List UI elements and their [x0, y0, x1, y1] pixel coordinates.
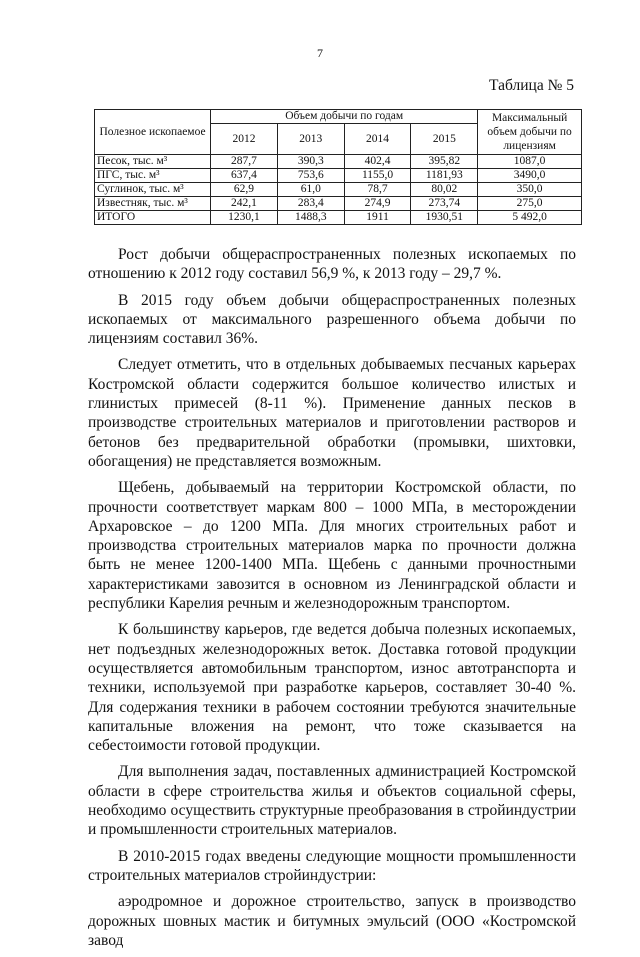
row-value: 1181,93: [411, 169, 478, 183]
header-mineral: Полезное ископаемое: [95, 110, 211, 155]
row-mineral-name: Суглинок, тыс. м³: [95, 183, 211, 197]
production-table: [94, 109, 582, 225]
row-value: 350,0: [478, 183, 582, 197]
row-value: 242,1: [211, 197, 278, 211]
table-title: Таблица № 5: [489, 77, 574, 94]
table-header-row: [95, 110, 582, 124]
row-value: 1930,51: [411, 211, 478, 225]
row-value: 61,0: [277, 183, 344, 197]
row-value: 390,3: [277, 155, 344, 169]
paragraph: Следует отметить, что в отдельных добываемых песчаных карьерах Костромской области содержится большое количество илистых и глинистых примесей (8-11 %). Применение данных песков в производстве строительных материалов и приготовлении растворов и бетонов без предварительной обработки (промывки, шихтовки, обогащения) не представляется возможным.: [88, 356, 576, 470]
row-value: 1230,1: [211, 211, 278, 225]
row-value: 274,9: [344, 197, 411, 211]
row-value: 5 492,0: [478, 211, 582, 225]
paragraph: Щебень, добываемый на территории Костромской области, по прочности соответствует маркам 800 – 1000 МПа, в месторождении Архаровское – до 1200 МПа. Для многих строительных работ и производства строительных материалов марка по прочности должна быть не менее 1200-1400 МПа. Щебень с данными прочностными характеристиками завозится в основном из Ленинградской области и республики Карелия речным и железнодорожным транспортом.: [88, 479, 576, 613]
table-row: [95, 183, 582, 197]
table-row: [95, 155, 582, 169]
header-year: 2014: [344, 124, 411, 155]
paragraph: В 2015 году объем добычи общераспространенных полезных ископаемых от максимального разрешенного объема добычи по лицензиям составил 36%.: [88, 291, 576, 348]
paragraph: К большинству карьеров, где ведется добыча полезных ископаемых, нет подъездных железнодорожных веток. Доставка готовой продукции осуществляется автомобильным транспортом, износ автотранспорта и техники, используемой при разработке карьеров, составляет 30-40 %. Для содержания техники в рабочем состоянии требуются значительные капитальные вложения на ремонт, что тоже сказывается на себестоимости готовой продукции.: [88, 621, 576, 755]
paragraph: аэродромное и дорожное строительство, запуск в производство дорожных шовных мастик и битумных эмульсий (ООО «Костромской завод: [88, 893, 576, 949]
row-value: 78,7: [344, 183, 411, 197]
header-year: 2012: [211, 124, 278, 155]
table-row: [95, 169, 582, 183]
row-value: 283,4: [277, 197, 344, 211]
table-row: [95, 197, 582, 211]
header-year: 2015: [411, 124, 478, 155]
row-value: 1155,0: [344, 169, 411, 183]
header-volume-by-year: Объем добычи по годам: [211, 110, 478, 124]
paragraph: Рост добычи общераспространенных полезных ископаемых по отношению к 2012 году составил 56,9 %, к 2013 году – 29,7 %.: [88, 246, 576, 283]
row-value: 275,0: [478, 197, 582, 211]
row-value: 1911: [344, 211, 411, 225]
row-mineral-name: Песок, тыс. м³: [95, 155, 211, 169]
row-value: 1087,0: [478, 155, 582, 169]
row-value: 80,02: [411, 183, 478, 197]
row-value: 395,82: [411, 155, 478, 169]
header-max-volume: Максимальный объем добычи по лицензиям: [478, 110, 582, 155]
row-mineral-name: ПГС, тыс. м³: [95, 169, 211, 183]
row-value: 62,9: [211, 183, 278, 197]
table-row: [95, 211, 582, 225]
paragraph: В 2010-2015 годах введены следующие мощности промышленности строительных материалов стройиндустрии:: [88, 847, 576, 884]
row-mineral-name: Известняк, тыс. м³: [95, 197, 211, 211]
row-value: 1488,3: [277, 211, 344, 225]
row-value: 753,6: [277, 169, 344, 183]
row-value: 637,4: [211, 169, 278, 183]
row-value: 402,4: [344, 155, 411, 169]
row-value: 3490,0: [478, 169, 582, 183]
row-value: 287,7: [211, 155, 278, 169]
page-number: 7: [317, 46, 323, 60]
header-year: 2013: [277, 124, 344, 155]
paragraph: Для выполнения задач, поставленных администрацией Костромской области в сфере строительства жилья и объектов социальной сферы, необходимо осуществить структурные преобразования в стройиндустрии и промышленности строительных материалов.: [88, 763, 576, 839]
row-value: 273,74: [411, 197, 478, 211]
body-text: [88, 245, 576, 957]
row-mineral-name: ИТОГО: [95, 211, 211, 225]
